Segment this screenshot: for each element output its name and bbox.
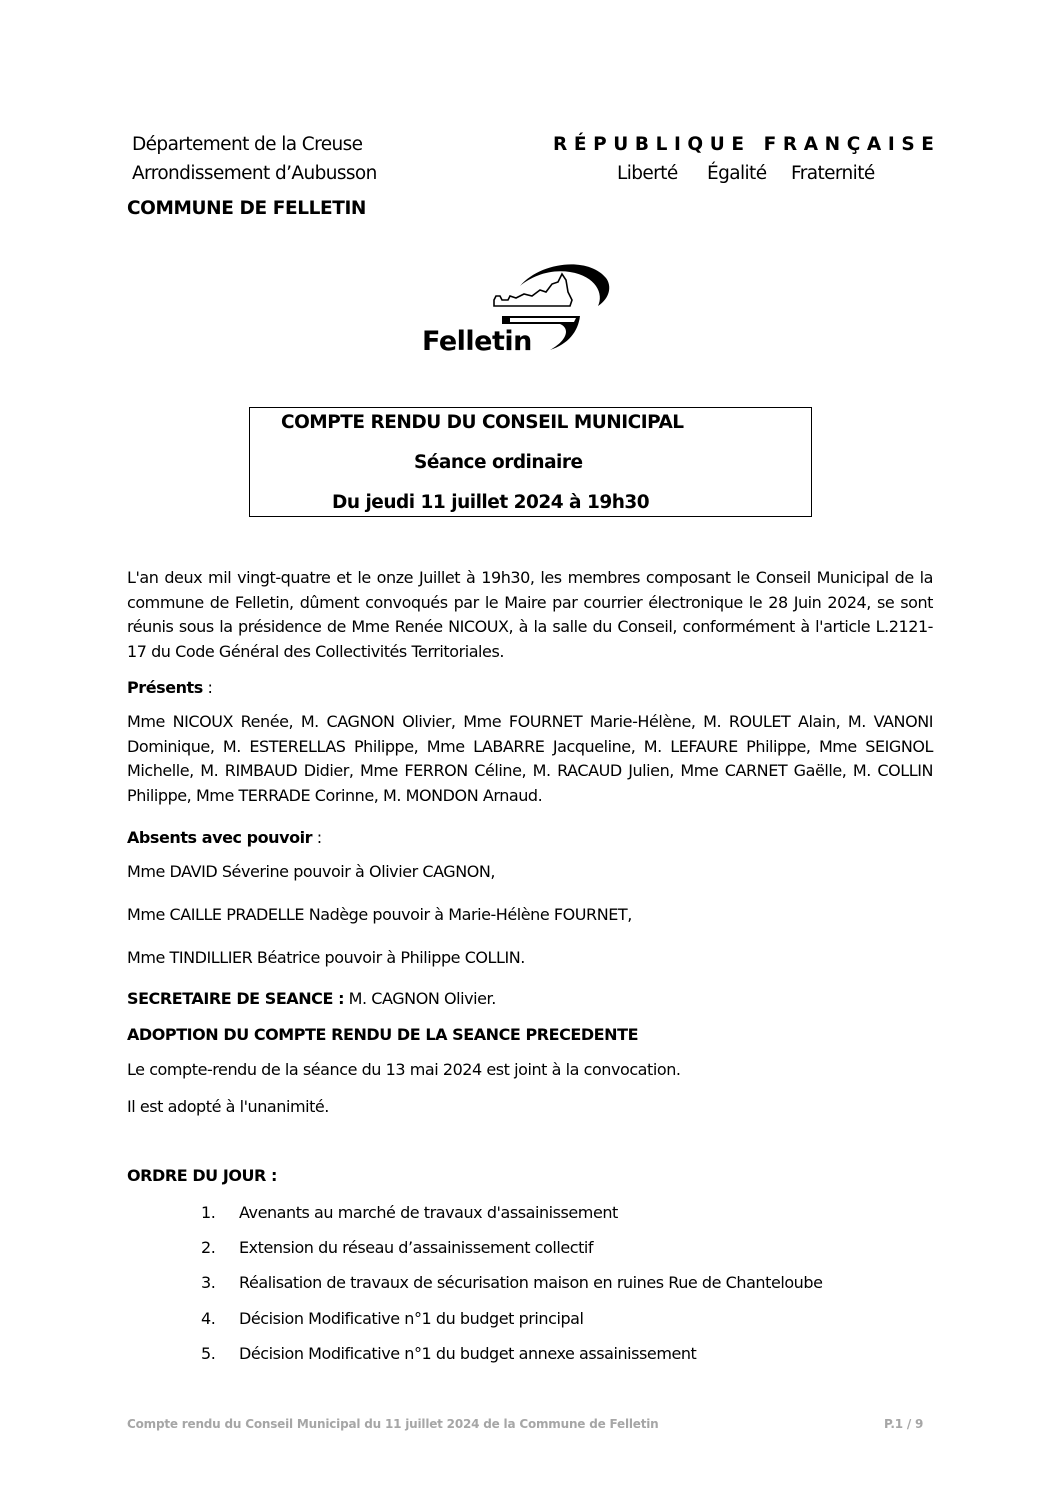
department-name: Département de la Creuse: [132, 134, 363, 155]
agenda-item-text: Réalisation de travaux de sécurisation maison en ruines Rue de Chanteloube: [239, 1273, 823, 1292]
agenda-item-text: Décision Modificative n°1 du budget annexe assainissement: [239, 1344, 697, 1363]
ordre-heading: ORDRE DU JOUR :: [127, 1166, 277, 1185]
motto-liberte: Liberté: [617, 163, 678, 184]
absent-item: Mme CAILLE PRADELLE Nadège pouvoir à Marie-Hélène FOURNET,: [127, 905, 632, 924]
intro-paragraph: L'an deux mil vingt-quatre et le onze Juillet à 19h30, les membres composant le Conseil Municipal de la commune de Felletin, dûment convoqués par le Maire par courrier électronique le 28 Juin 2024, se sont réunis sous la présidence de Mme Renée NICOUX, à la salle du Conseil, conformément à l'article L.2121-17 du Code Général des Collectivités Territoriales.: [127, 568, 933, 661]
adoption-heading: ADOPTION DU COMPTE RENDU DE LA SEANCE PRECEDENTE: [127, 1025, 639, 1044]
secretaire-line: [127, 989, 496, 1008]
secretaire-label: SECRETAIRE DE SEANCE :: [127, 989, 345, 1008]
absent-item: Mme DAVID Séverine pouvoir à Olivier CAGNON,: [127, 862, 496, 881]
agenda-item-text: Décision Modificative n°1 du budget principal: [239, 1309, 584, 1328]
felletin-logo: [420, 256, 620, 360]
motto-fraternite: Fraternité: [791, 163, 875, 184]
logo-text: Felletin: [422, 326, 532, 357]
document-title: COMPTE RENDU DU CONSEIL MUNICIPAL: [281, 412, 684, 433]
page-number: P.1 / 9: [884, 1417, 924, 1431]
agenda-item-number: 4.: [201, 1309, 216, 1328]
presents-label: Présents: [127, 678, 203, 697]
title-box: [249, 407, 812, 517]
secretaire-value: M. CAGNON Olivier.: [344, 989, 496, 1008]
adoption-line-2: Il est adopté à l'unanimité.: [127, 1097, 329, 1116]
presents-sep: :: [202, 678, 213, 697]
motto-egalite: Égalité: [707, 163, 767, 184]
agenda-item-number: 2.: [201, 1238, 216, 1257]
commune-name: COMMUNE DE FELLETIN: [127, 198, 367, 219]
footer-text: Compte rendu du Conseil Municipal du 11 juillet 2024 de la Commune de Felletin: [127, 1417, 659, 1431]
agenda-item-number: 1.: [201, 1203, 216, 1222]
session-type: Séance ordinaire: [414, 452, 583, 473]
absents-heading: [127, 828, 322, 847]
presents-list: Mme NICOUX Renée, M. CAGNON Olivier, Mme FOURNET Marie-Hélène, M. ROULET Alain, M. VANONI Dominique, M. ESTERELLAS Philippe, Mme LABARRE Jacqueline, M. LEFAURE Philippe, Mme SEIGNOL Michelle, M. RIMBAUD Didier, Mme FERRON Céline, M. RACAUD Julien, Mme CARNET Gaëlle, M. COLLIN Philippe, Mme TERRADE Corinne, M. MONDON Arnaud.: [127, 712, 933, 805]
republic-title: RÉPUBLIQUE FRANÇAISE: [553, 134, 941, 155]
session-date: Du jeudi 11 juillet 2024 à 19h30: [332, 492, 650, 513]
presents-heading: [127, 678, 212, 697]
agenda-item-text: Extension du réseau d’assainissement collectif: [239, 1238, 594, 1257]
absents-label: Absents avec pouvoir: [127, 828, 313, 847]
adoption-line-1: Le compte-rendu de la séance du 13 mai 2024 est joint à la convocation.: [127, 1060, 681, 1079]
absents-sep: :: [312, 828, 322, 847]
agenda-item-number: 5.: [201, 1344, 216, 1363]
agenda-item-text: Avenants au marché de travaux d'assainissement: [239, 1203, 618, 1222]
arrondissement-name: Arrondissement d’Aubusson: [132, 163, 377, 184]
agenda-item-number: 3.: [201, 1273, 216, 1292]
absent-item: Mme TINDILLIER Béatrice pouvoir à Philippe COLLIN.: [127, 948, 525, 967]
